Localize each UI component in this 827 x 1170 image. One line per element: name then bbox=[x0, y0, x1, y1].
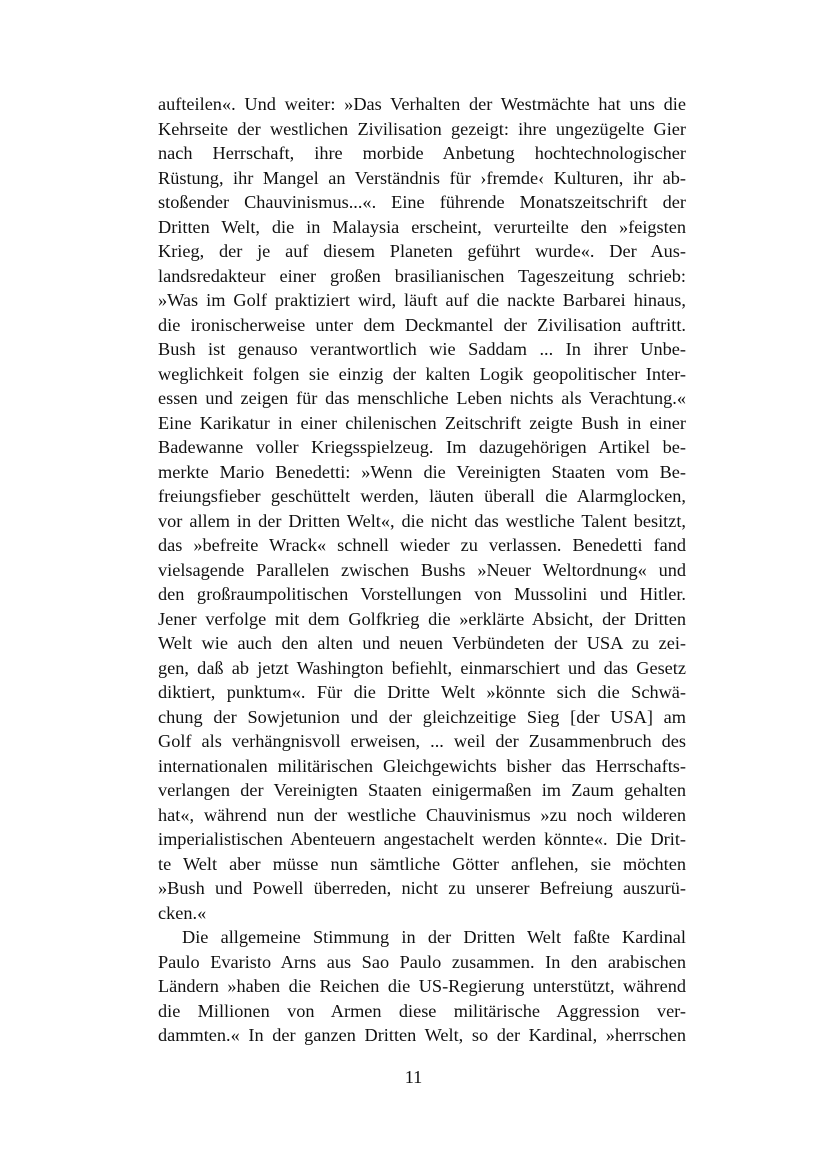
text-line: Badewanne voller Kriegsspielzeug. Im dazugehörigen Artikel be- bbox=[158, 437, 686, 457]
text-line: internationalen militärischen Gleichgewichts bisher das Herrschafts- bbox=[158, 755, 686, 776]
text-line: te Welt aber müsse nun sämtliche Götter anflehen, sie möchten bbox=[158, 853, 686, 874]
text-line: Krieg, der je auf diesem Planeten geführt wurde«. Der Aus- bbox=[158, 241, 686, 261]
text-line: »Bush und Powell überreden, nicht zu unserer Befreiung auszurü- bbox=[158, 878, 686, 898]
text-line: Golf als verhängnisvoll erweisen, ... weil der Zusammenbruch des bbox=[158, 731, 686, 751]
page-number: 11 bbox=[404, 1067, 423, 1087]
text-line: Welt wie auch den alten und neuen Verbündeten der USA zu zei- bbox=[158, 633, 686, 653]
text-line: dammten.« In der ganzen Dritten Welt, so der Kardinal, »herrschen bbox=[158, 1025, 686, 1045]
text-line: »Was im Golf praktiziert wird, läuft auf die nackte Barbarei hinaus, bbox=[158, 290, 686, 310]
text-line: landsredakteur einer großen brasilianischen Tageszeitung schrieb: bbox=[158, 265, 686, 286]
text-line: das »befreite Wrack« schnell wieder zu verlassen. Benedetti fand bbox=[158, 535, 686, 555]
paragraph bbox=[158, 925, 686, 1048]
text-line: chung der Sowjetunion und der gleichzeitige Sieg [der USA] am bbox=[158, 706, 686, 727]
text-line: diktiert, punktum«. Für die Dritte Welt »könnte sich die Schwä- bbox=[158, 682, 686, 702]
text-line: Dritten Welt, die in Malaysia erscheint, verurteilte den »feigsten bbox=[158, 216, 686, 237]
text-line: Ländern »haben die Reichen die US-Regierung unterstützt, während bbox=[158, 976, 686, 996]
text-line: Rüstung, ihr Mangel an Verständnis für ›fremde‹ Kulturen, ihr ab- bbox=[158, 167, 686, 188]
text-line: gen, daß ab jetzt Washington befiehlt, einmarschiert und das Gesetz bbox=[158, 657, 686, 678]
text-line: merkte Mario Benedetti: »Wenn die Vereinigten Staaten vom Be- bbox=[158, 461, 686, 482]
text-line: die ironischerweise unter dem Deckmantel der Zivilisation auftritt. bbox=[158, 314, 686, 335]
text-line: weglichkeit folgen sie einzig der kalten Logik geopolitischer Inter- bbox=[158, 363, 686, 384]
text-line: imperialistischen Abenteuern angestachelt werden könnte«. Die Drit- bbox=[158, 829, 686, 849]
text-line: hat«, während nun der westliche Chauvinismus »zu noch wilderen bbox=[158, 804, 686, 825]
text-line: Jener verfolge mit dem Golfkrieg die »erklärte Absicht, der Dritten bbox=[158, 608, 686, 629]
text-line: vor allem in der Dritten Welt«, die nicht das westliche Talent besitzt, bbox=[158, 510, 686, 531]
text-line: essen und zeigen für das menschliche Leben nichts als Verachtung.« bbox=[158, 388, 686, 408]
text-line: die Millionen von Armen diese militärische Aggression ver- bbox=[158, 1000, 686, 1021]
text-line: den großraumpolitischen Vorstellungen von Mussolini und Hitler. bbox=[158, 584, 686, 604]
text-line: nach Herrschaft, ihre morbide Anbetung hochtechnologischer bbox=[158, 143, 686, 163]
text-line: Eine Karikatur in einer chilenischen Zeitschrift zeigte Bush in einer bbox=[158, 412, 686, 433]
text-line: aufteilen«. Und weiter: »Das Verhalten der Westmächte hat uns die bbox=[158, 94, 686, 114]
text-line: Kehrseite der westlichen Zivilisation gezeigt: ihre ungezügelte Gier bbox=[158, 118, 686, 139]
text-line: Die allgemeine Stimmung in der Dritten Welt faßte Kardinal bbox=[182, 927, 686, 947]
text-line: Paulo Evaristo Arns aus Sao Paulo zusammen. In den arabischen bbox=[158, 951, 686, 972]
text-line: vielsagende Parallelen zwischen Bushs »Neuer Weltordnung« und bbox=[158, 559, 686, 580]
text-line: Bush ist genauso verantwortlich wie Saddam ... In ihrer Unbe- bbox=[158, 339, 686, 359]
text-line: verlangen der Vereinigten Staaten einigermaßen im Zaum gehalten bbox=[158, 780, 686, 800]
body-text bbox=[158, 92, 686, 1048]
text-line: stoßender Chauvinismus...«. Eine führende Monatszeitschrift der bbox=[158, 192, 686, 212]
text-line: freiungsfieber geschüttelt werden, läuten überall die Alarmglocken, bbox=[158, 486, 686, 506]
paragraph bbox=[158, 92, 686, 925]
text-line: cken.« bbox=[158, 902, 207, 923]
